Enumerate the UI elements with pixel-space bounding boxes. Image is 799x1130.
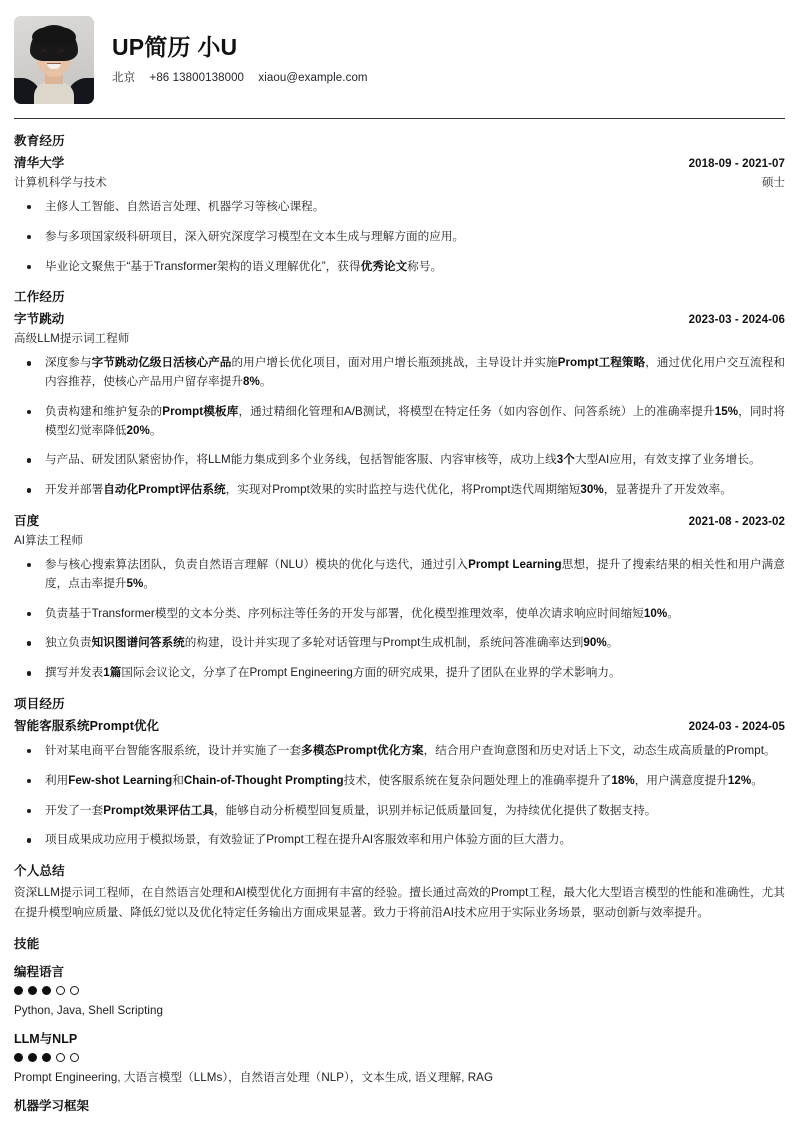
entry-subheader [14, 532, 785, 548]
list-item: 参与多项国家级科研项目，深入研究深度学习模型在文本生成与理解方面的应用。 [14, 228, 785, 247]
page-title: UP简历 小U [112, 34, 238, 61]
skill-name: LLM与NLP [14, 1032, 78, 1047]
rating-dot-filled [14, 986, 23, 995]
section-title-projects: 项目经历 [14, 696, 65, 711]
rating-dot-filled [28, 1053, 37, 1062]
section-title-education: 教育经历 [14, 134, 65, 148]
skill-group [14, 1096, 785, 1114]
section-education [14, 131, 785, 276]
skill-items: Prompt Engineering, 大语言模型（LLMs），自然语言处理（NLP），文本生成, 语义理解, RAG [14, 1071, 494, 1085]
entry-date-range: 2024-03 - 2024-05 [688, 720, 785, 733]
entry-organization: 字节跳动 [14, 312, 65, 327]
section-title-skills: 技能 [14, 936, 40, 951]
list-item: 项目成果成功应用于模拟场景，有效验证了Prompt工程在提升AI客服效率和用户体验方面的巨大潜力。 [14, 831, 785, 850]
entry [14, 716, 785, 850]
list-item: 主修人工智能、自然语言处理、机器学习等核心课程。 [14, 198, 785, 217]
contact-location: 北京 [112, 71, 136, 84]
entry [14, 309, 785, 500]
contact-line [112, 69, 368, 85]
entry [14, 153, 785, 276]
rating-dot-filled [42, 1053, 51, 1062]
rating-dot-empty [70, 986, 79, 995]
entry-organization: 智能客服系统Prompt优化 [14, 718, 160, 733]
entry-date-range: 2023-03 - 2024-06 [688, 314, 785, 327]
header-divider [14, 118, 785, 119]
rating-dot-filled [28, 986, 37, 995]
list-item: 开发了一套Prompt效果评估工具，能够自动分析模型回复质量，识别并标记低质量回复，为持续优化提供了数据支持。 [14, 802, 785, 821]
entry-date-range: 2018-09 - 2021-07 [688, 158, 785, 170]
identity-block [112, 35, 368, 84]
rating-dot-filled [42, 986, 51, 995]
skill-group [14, 1029, 785, 1086]
entry-bullet-list [14, 354, 785, 500]
entry-degree: 硕士 [762, 177, 785, 189]
entry-bullet-list [14, 198, 785, 276]
entry-header [14, 511, 785, 529]
section-title-summary: 个人总结 [14, 864, 65, 879]
list-item: 撰写并发表1篇国际会议论文，分享了在Prompt Engineering方面的研究成果，提升了团队在业界的学术影响力。 [14, 664, 785, 683]
section-summary [14, 861, 785, 924]
resume-body [14, 131, 785, 1114]
entry [14, 511, 785, 683]
entry-organization: 清华大学 [14, 156, 65, 170]
list-item: 与产品、研发团队紧密协作，将LLM能力集成到多个业务线，包括智能客服、内容审核等，成功上线3个大型AI应用，有效支撑了业务增长。 [14, 451, 785, 470]
entry-role: 高级LLM提示词工程师 [14, 333, 130, 346]
entry-bullet-list [14, 556, 785, 683]
summary-text: 资深LLM提示词工程师，在自然语言处理和AI模型优化方面拥有丰富的经验。擅长通过高效的Prompt工程，最大化大型语言模型的性能和准确性，尤其在提升模型响应质量、降低幻觉以及优化特定任务输出方面成果显著。致力于将前沿AI技术应用于实际业务场景，驱动创新与效率提升。 [14, 886, 785, 920]
entry-subheader [14, 174, 785, 190]
list-item: 负责构建和维护复杂的Prompt模板库，通过精细化管理和A/B测试，将模型在特定任务（如内容创作、问答系统）上的准确率提升15%，同时将模型幻觉率降低20%。 [14, 403, 785, 441]
entry-subheader [14, 330, 785, 346]
rating-dot-empty [56, 986, 65, 995]
skill-items: Python, Java, Shell Scripting [14, 1003, 164, 1017]
skill-rating [14, 1053, 785, 1062]
list-item: 开发并部署自动化Prompt评估系统，实现对Prompt效果的实时监控与迭代优化，将Prompt迭代周期缩短30%，显著提升了开发效率。 [14, 481, 785, 500]
section-skills [14, 934, 785, 1115]
entry-header [14, 153, 785, 171]
contact-phone: +86 13800138000 [149, 71, 245, 84]
list-item: 参与核心搜索算法团队，负责自然语言理解（NLU）模块的优化与迭代，通过引入Prompt Learning思想，提升了搜索结果的相关性和用户满意度，点击率提升5%。 [14, 556, 785, 594]
entry-role: AI算法工程师 [14, 535, 84, 548]
entry-bullet-list [14, 742, 785, 850]
section-work [14, 287, 785, 683]
rating-dot-filled [14, 1053, 23, 1062]
section-projects [14, 694, 785, 850]
entry-role: 计算机科学与技术 [14, 177, 107, 189]
rating-dot-empty [70, 1053, 79, 1062]
entry-date-range: 2021-08 - 2023-02 [688, 516, 785, 529]
skill-name: 编程语言 [14, 964, 65, 979]
skill-group [14, 962, 785, 1019]
list-item: 利用Few-shot Learning和Chain-of-Thought Prompting技术，使客服系统在复杂问题处理上的准确率提升了18%，用户满意度提升12%。 [14, 772, 785, 791]
skill-name: 机器学习框架 [14, 1099, 90, 1114]
rating-dot-empty [56, 1053, 65, 1062]
list-item: 毕业论文聚焦于“基于Transformer架构的语义理解优化”，获得优秀论文称号。 [14, 258, 785, 277]
entry-header [14, 716, 785, 734]
section-title-work: 工作经历 [14, 290, 65, 305]
entry-header [14, 309, 785, 327]
avatar [14, 16, 94, 104]
list-item: 独立负责知识图谱问答系统的构建，设计并实现了多轮对话管理与Prompt生成机制，系统问答准确率达到90%。 [14, 634, 785, 653]
skill-rating [14, 986, 785, 995]
entry-organization: 百度 [14, 514, 40, 529]
list-item: 深度参与字节跳动亿级日活核心产品的用户增长优化项目，面对用户增长瓶颈挑战，主导设计并实施Prompt工程策略，通过优化用户交互流程和内容推荐，使核心产品用户留存率提升8%。 [14, 354, 785, 392]
list-item: 负责基于Transformer模型的文本分类、序列标注等任务的开发与部署，优化模型推理效率，使单次请求响应时间缩短10%。 [14, 605, 785, 624]
contact-email: xiaou@example.com [258, 71, 368, 84]
resume-header [14, 0, 785, 114]
list-item: 针对某电商平台智能客服系统，设计并实施了一套多模态Prompt优化方案，结合用户查询意图和历史对话上下文，动态生成高质量的Prompt。 [14, 742, 785, 761]
